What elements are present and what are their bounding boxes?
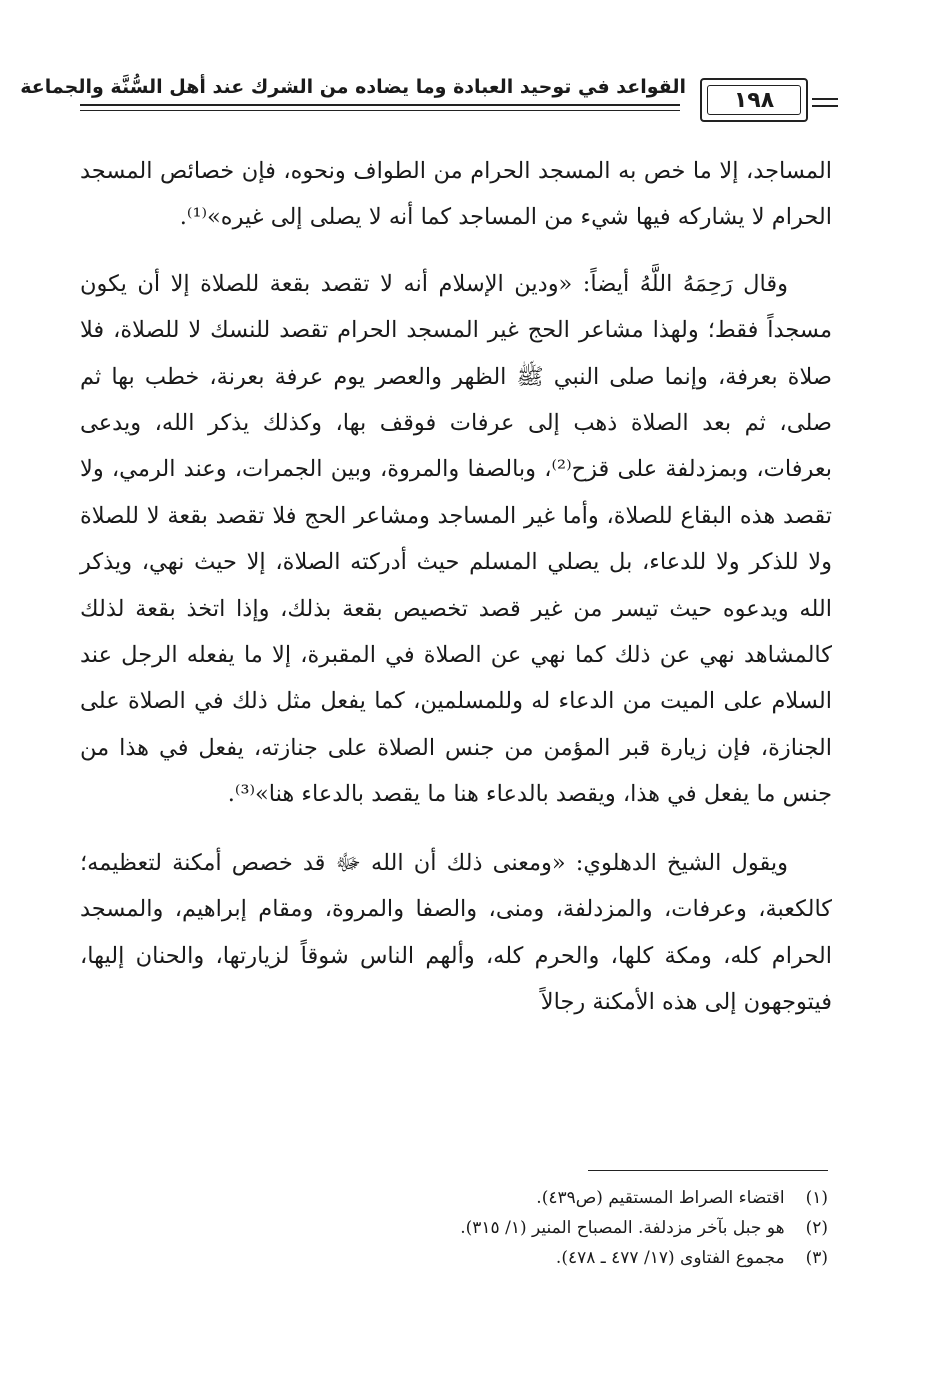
footnote-number: (٣) xyxy=(805,1248,828,1268)
footnote-number: (٢) xyxy=(805,1218,828,1238)
text-line: عرفات فوقف بها، وكذلك يذكر الله، ويدعى بعرفات، وبمزدلفة على xyxy=(80,410,832,483)
footnote-text: اقتضاء الصراط المستقيم (ص٤٣٩). xyxy=(536,1188,785,1208)
text-line: خصائص المسجد الحرام لا يشاركه فيها شيء من المساجد كما أنه لا xyxy=(80,158,832,231)
page-number: ١٩٨ xyxy=(733,87,775,113)
text-line: إبراهيم، والمسجد الحرام كله، ومكة كلها، والحرم كله، وألهم الناس xyxy=(80,896,832,969)
page-number-frame-inner xyxy=(707,85,801,115)
text-line: شوقاً لزيارتها، والحنان إليها، فيتوجهون إلى هذه الأمكنة رجالاً xyxy=(80,942,832,1015)
footnote-text: مجموع الفتاوى (١٧/ ٤٧٧ ـ ٤٧٨). xyxy=(555,1248,785,1268)
main-text xyxy=(80,148,832,1025)
header-side-lines xyxy=(812,98,838,112)
header-rule xyxy=(80,104,680,106)
header-title: القواعد في توحيد العبادة وما يضاده من الشرك عند أهل السُّنَّة والجماعة xyxy=(20,76,686,98)
footnote-number: (١) xyxy=(805,1188,828,1208)
footnotes xyxy=(300,1183,828,1273)
text-line: يصلى إلى غيره»⁽¹⁾. xyxy=(179,204,362,231)
paragraph-3 xyxy=(80,840,832,1026)
text-line: لتعظيمه؛ كالكعبة، وعرفات، والمزدلفة، ومنى، والصفا والمروة، ومقام xyxy=(80,849,833,923)
paragraph-2 xyxy=(80,261,832,818)
text-line: ويقول الشيخ الدهلوي: «ومعنى ذلك أن الله ﷻ قد خصص أمكنة xyxy=(172,849,788,876)
footnote-rule xyxy=(588,1170,828,1171)
text-line: إلا حيث نهي، ويذكر الله ويدعوه حيث تيسر من غير قصد تخصيص بقعة xyxy=(80,549,833,622)
header-rule-thin xyxy=(80,110,680,111)
page-number-frame xyxy=(700,78,808,122)
text-line: البقاع للصلاة، وأما غير المساجد ومشاعر الحج فلا تقصد بقعة لا xyxy=(146,502,733,529)
footnote-text: هو جبل بآخر مزدلفة. المصباح المنير (١/ ٣١٥). xyxy=(460,1218,785,1238)
text-line: للصلاة ولا للذكر ولا للدعاء، بل يصلي المسلم حيث أدركته الصلاة، xyxy=(80,502,833,576)
text-line: للنسك لا للصلاة، فلا صلاة بعرفة، وإنما صلى النبي ﷺ الظهر xyxy=(80,317,832,390)
text-line: وقال رَحِمَهُ اللَّهُ أيضاً: «ودين الإسلام أنه لا تقصد بقعة للصلاة إلا أن xyxy=(137,270,788,297)
footnote-1 xyxy=(300,1183,828,1213)
text-line: ما يفعل في هذا، ويقصد بالدعاء هنا ما يقصد بالدعاء هنا»⁽³⁾. xyxy=(227,781,776,808)
running-header xyxy=(20,68,838,126)
text-line: بذلك، وإذا اتخذ بقعة لذلك كالمشاهد نهي عن ذلك كما نهي عن xyxy=(80,595,832,669)
text-line: قزح⁽²⁾، وبالصفا والمروة، وبين الجمرات، وعند الرمي، ولا تقصد هذه xyxy=(80,456,832,529)
footnote-3 xyxy=(300,1243,828,1273)
text-line: والعصر يوم عرفة بعرنة، خطب بها ثم صلى، ثم بعد الصلاة ذهب إلى xyxy=(80,363,832,437)
text-line: يكون مسجداً فقط؛ ولهذا مشاعر الحج غير المسجد الحرام تقصد xyxy=(80,270,832,344)
text-line: زيارة قبر المؤمن من جنس الصلاة على جنازته، يفعل في هذا من جنس xyxy=(80,734,832,808)
text-line: الصلاة في المقبرة، إلا ما يفعله الرجل عند السلام على الميت من xyxy=(80,642,832,715)
text-line: الدعاء له وللمسلمين، كما يفعل مثل ذلك في الصلاة على الجنازة، فإن xyxy=(80,688,832,761)
paragraph-1 xyxy=(80,148,832,241)
footnote-2 xyxy=(300,1213,828,1243)
text-line: المساجد، إلا ما خص به المسجد الحرام من الطواف ونحوه، فإن xyxy=(241,158,833,184)
